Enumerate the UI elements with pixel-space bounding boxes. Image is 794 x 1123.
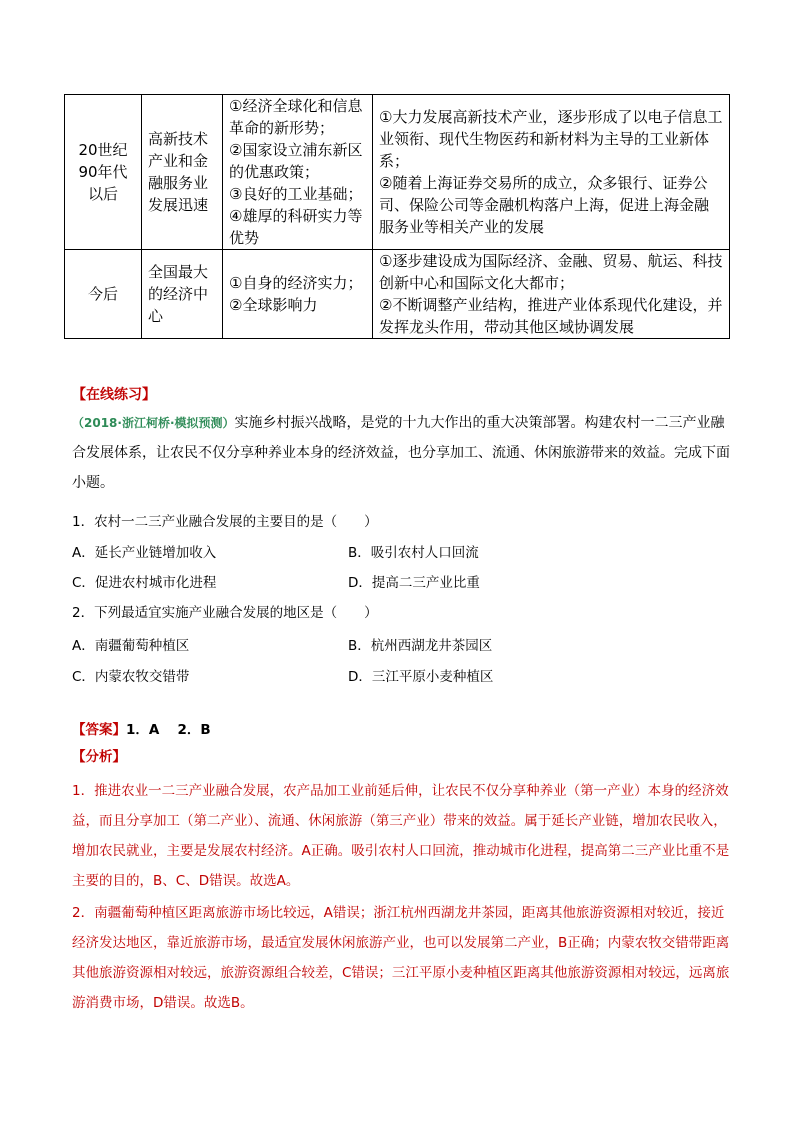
q1-option-d[interactable]: D．提高二三产业比重 [348,575,480,591]
q2-option-c[interactable]: C．内蒙农牧交错带 [72,669,190,685]
answer-label: 【答案】 [72,722,126,738]
condition-item: ③良好的工业基础； [229,185,363,203]
period-cell [65,95,142,250]
question-1: 1．农村一二三产业融合发展的主要目的是（ ） [72,514,378,530]
question-source: （2018·浙江柯桥·模拟预测） [72,416,235,430]
q2-option-d[interactable]: D．三江平原小麦种植区 [348,669,494,685]
measures-cell [373,95,730,250]
feature-line: 的经济中 [148,285,209,303]
measure-item: ①大力发展高新技术产业，逐步形成了以电子信息工业领衔、现代生物医药和新材料为主导的工业新体系； [379,108,723,170]
feature-line: 高新技术 [148,130,209,148]
condition-item: ④雄厚的科研实力等优势 [229,207,363,247]
feature-line: 融服务业 [148,174,209,192]
feature-cell [142,95,223,250]
question-2: 2．下列最适宜实施产业融合发展的地区是（ ） [72,605,378,621]
q2-option-b[interactable]: B．杭州西湖龙井茶园区 [348,638,493,654]
measure-item: ②不断调整产业结构，推进产业体系现代化建设，并发挥龙头作用，带动其他区域协调发展 [379,296,723,336]
condition-item: ②国家设立浦东新区的优惠政策； [229,141,363,181]
conditions-cell [223,95,373,250]
q1-option-b[interactable]: B．吸引农村人口回流 [348,545,479,561]
measures-cell [373,250,730,339]
period-line: 20世纪 [78,141,128,159]
q1-option-c[interactable]: C．促进农村城市化进程 [72,575,217,591]
measure-item: ①逐步建设成为国际经济、金融、贸易、航运、科技创新中心和国际文化大都市； [379,252,723,292]
feature-line: 心 [148,307,164,325]
answer-text: 1．A 2．B [126,722,211,738]
period-cell [65,250,142,339]
practice-intro [72,408,732,498]
analysis-paragraph-2: 2．南疆葡萄种植区距离旅游市场比较远，A错误；浙江杭州西湖龙井茶园，距离其他旅游资源相对较近，接近经济发达地区，靠近旅游市场，最适宜发展休闲旅游产业，也可以发展第二产业，B正确；内蒙农牧交错带距离其他旅游资源相对较远，旅游资源组合较差，C错误；三江平原小麦种植区距离其他旅游资源相对较远，远离旅游消费市场，D错误。故选B。 [72,905,730,1011]
period-line: 以后 [87,185,118,203]
history-table [64,94,730,339]
q1-option-a[interactable]: A．延长产业链增加收入 [72,545,217,561]
feature-line: 发展迅速 [148,196,209,214]
condition-item: ②全球影响力 [229,296,318,314]
feature-line: 产业和金 [148,152,209,170]
practice-title: 【在线练习】 [72,387,156,403]
period-line: 90年代 [78,163,128,181]
period-line: 今后 [87,285,118,303]
answer-line [72,718,732,738]
table-row [65,95,730,250]
feature-line: 全国最大 [148,263,209,281]
table-row [65,250,730,339]
analysis-paragraph-1: 1．推进农业一二三产业融合发展，农产品加工业前延后伸，让农民不仅分享种养业（第一产业）本身的经济效益，而且分享加工（第二产业）、流通、休闲旅游（第三产业）带来的效益。属于延长产业链，增加农民收入，增加农民就业，主要是发展农村经济。A正确。吸引农村人口回流，推动城市化进程，提高第二三产业比重不是主要的目的，B、C、D错误。故选A。 [72,783,730,889]
conditions-cell [223,250,373,339]
feature-cell [142,250,223,339]
measure-item: ②随着上海证券交易所的成立，众多银行、证券公司、保险公司等金融机构落户上海，促进上海金融服务业等相关产业的发展 [379,174,710,236]
condition-item: ①自身的经济实力； [229,274,363,292]
analysis-label: 【分析】 [72,749,126,765]
intro-text: 实施乡村振兴战略，是党的十九大作出的重大决策部署。构建农村一二三产业融合发展体系，让农民不仅分享种养业本身的经济效益，也分享加工、流通、休闲旅游带来的效益。完成下面小题。 [72,415,730,491]
q2-option-a[interactable]: A．南疆葡萄种植区 [72,638,190,654]
condition-item: ①经济全球化和信息革命的新形势； [229,97,363,137]
